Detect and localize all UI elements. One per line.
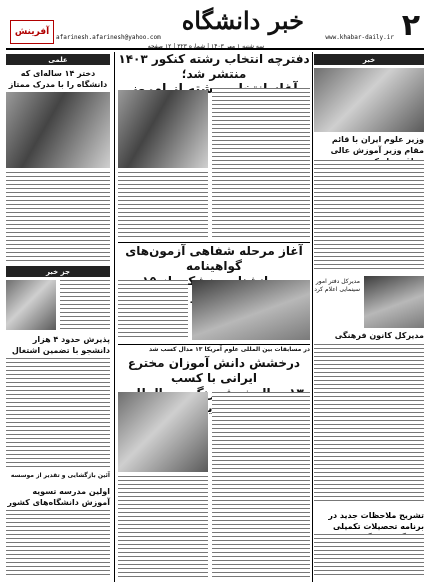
- section-label-news: خبر: [314, 54, 424, 65]
- middle-headline-line1: آغاز مرحله شفاهی آزمون‌های گواهینامه: [125, 244, 303, 273]
- left-footer-caption: اولین مدرسه تسویه آموزش دانشگاه‌های کشور: [7, 487, 110, 507]
- left-top-body: [6, 172, 110, 262]
- person-photo: [364, 276, 424, 328]
- main-body: [212, 88, 310, 238]
- email-address: afarinesh.afarinesh@yahoo.com: [56, 34, 161, 41]
- graduate-photo: [6, 92, 110, 168]
- left-bottom-caption: پذیرش حدود ۴ هزار دانشجو با تضمین اشتغال: [11, 335, 110, 355]
- story-title: وزیر علوم ایران با قائم مقام وزیر آموزش عالی: [330, 135, 424, 155]
- publisher-logo: آفرینش: [10, 20, 54, 44]
- left-top-caption: دختر ۱۴ ساله‌ای که دانشگاه را با مدرک ممتاز: [8, 69, 108, 89]
- left-footer-body: [6, 510, 110, 578]
- dateline: سه شنبه ۱ مهر ۱۴۰۳ | شماره ۳۲۳ | ۱۲ صفحه: [147, 43, 265, 50]
- section-label-science: علمی: [6, 54, 110, 65]
- bottom-body: [314, 534, 424, 578]
- middle-body: [118, 280, 188, 340]
- section-divider: [118, 344, 310, 345]
- brief-caption: مدیرکل دفتر امور سینمایی اعلام کرد: [314, 278, 360, 293]
- paper-name: خبر دانشگاه: [181, 6, 304, 35]
- column-divider: [114, 52, 115, 582]
- news-photo: [314, 68, 424, 132]
- exam-photo: [118, 90, 208, 168]
- speaker-photo: [6, 280, 56, 330]
- olympiad-kicker: در مسابقات بین المللی علوم آمریکا ۱۳ مدال کسب شد: [149, 346, 310, 353]
- brief-name: مدیرکل کانون فرهنگی: [334, 331, 424, 340]
- masthead: [6, 6, 424, 50]
- olympiad-photo: [118, 392, 208, 472]
- left-brief-body: [60, 280, 110, 330]
- ceremony-photo: [192, 280, 310, 340]
- olympiad-body: [212, 392, 310, 578]
- left-subcaption: آئین بازگشایی و تقدیر از موسسه: [10, 472, 110, 479]
- main-body-2: [118, 172, 208, 238]
- bottom-caption: تشریح ملاحظات جدید در برنامه تحصیلات تکمیلی: [328, 511, 424, 531]
- brief-body: [314, 344, 424, 504]
- page-number: ۲: [401, 8, 420, 43]
- main-headline-line1: دفترچه انتخاب رشته کنکور ۱۴۰۳ منتشر شد؛: [118, 52, 310, 81]
- column-divider: [312, 52, 313, 582]
- olympiad-body-2: [118, 476, 208, 578]
- website: www.khabar-daily.ir: [325, 34, 394, 41]
- section-divider: [118, 242, 310, 243]
- section-label-brief: جز خبر: [6, 266, 110, 277]
- story-body: [314, 160, 424, 270]
- left-bottom-body: [6, 358, 110, 468]
- olympiad-headline-line1: درخشش دانش آموزان مخترع ایرانی با کسب: [127, 356, 301, 385]
